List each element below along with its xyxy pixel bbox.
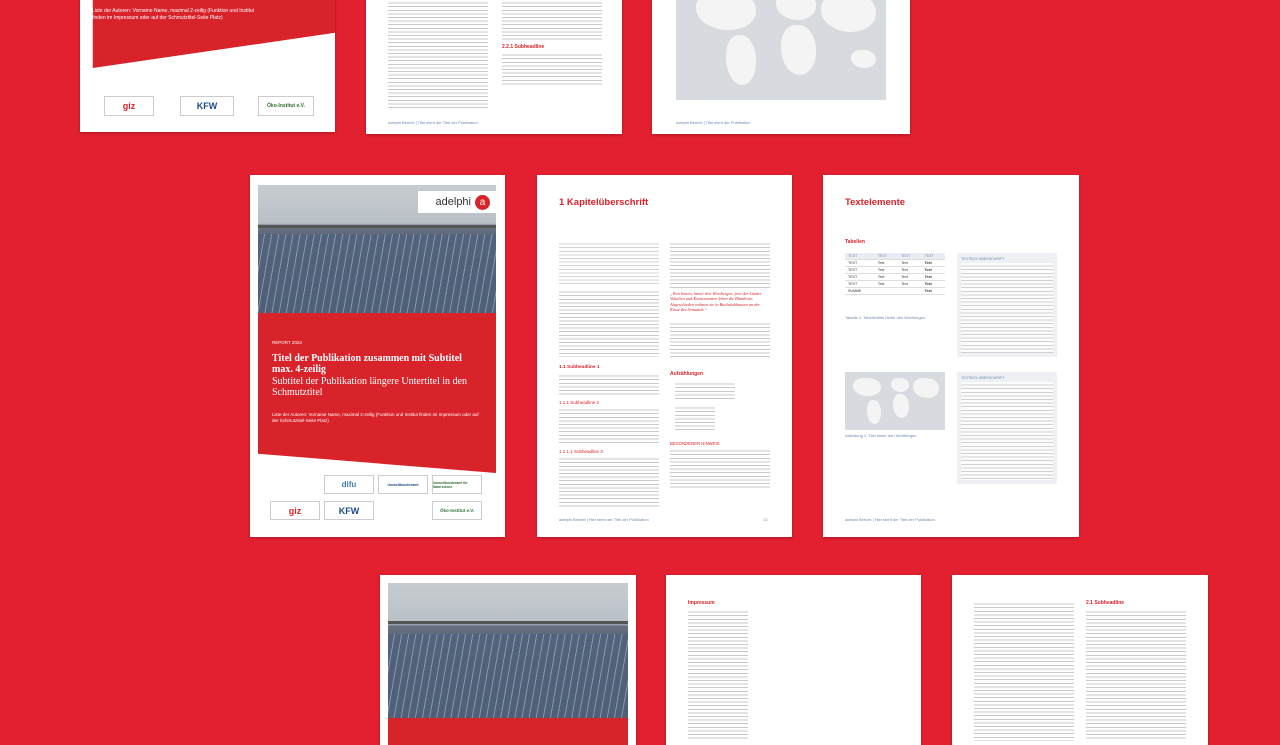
difu-logo: difu — [324, 475, 374, 494]
page-footer: adelphi Bericht | Titel steht der Titel der Publikation — [388, 120, 478, 125]
hint-text — [670, 448, 770, 488]
page-number: 13 — [763, 517, 768, 522]
cover-title: Titel der Publikation zusammen mit Subtitel max. 4-zeilig — [272, 353, 462, 375]
subheadline-1: 1.1 Subheadline 1 — [559, 365, 600, 370]
top-right-page — [652, 0, 910, 134]
right-text-2 — [670, 321, 770, 357]
report-label: REPORT 2023 — [272, 340, 302, 345]
cover-photo — [388, 583, 628, 718]
authors-text: Liste der Autoren: Vorname Name, maximal 2-zeilig (Funktion und Institut finden im Impressum oder auf der Schmutztitel-Seite Platz) — [92, 8, 255, 21]
uba-logo: Umweltbundesamt — [378, 475, 428, 494]
cover-page — [250, 175, 505, 537]
page-footer: adelphi Bericht | Titel steht der Publikation — [676, 120, 751, 125]
pull-quote: „Weit hinten, hinter den Wortbergen, fern der Länder Vokalien und Konsonantien leben die Blindtexte. Abgeschieden wohnen sie in Buchstabhausen an der Küste des Semantik.“ — [670, 291, 762, 313]
figure-caption: Abbildung 1: Titel hinter den Wortbergen — [845, 433, 917, 438]
oeko-institut-logo: Öko-Institut e.V. — [258, 96, 314, 116]
page-footer: adelphi Bericht | Hier steht der Titel der Publikation — [559, 517, 649, 522]
page-title: Textelemente — [845, 197, 906, 208]
text-column-right — [502, 0, 602, 40]
subheadline: 2.1 Subheadline — [1086, 600, 1125, 606]
subheadline-3: 1.1.1.1 Subheadline 3 — [559, 449, 603, 454]
intro-text — [559, 241, 659, 285]
bullet-list — [675, 381, 735, 399]
table-row: SUMME Text — [845, 288, 945, 295]
subheadline-2: 1.1.1 Subheadline 2 — [559, 400, 600, 405]
world-map — [845, 372, 945, 430]
textbox-1 — [957, 253, 1057, 357]
tables-label: Tabellen — [845, 239, 865, 245]
top-middle-page — [366, 0, 622, 134]
brand-logo: adelphi a — [418, 191, 496, 213]
cover-authors: Liste der Autoren: Vorname Name, maximal 2-zeilig (Funktion und Institut finden im Impressum oder auf der Schmutztitel-Seite Platz) — [272, 412, 479, 423]
body-text-3 — [559, 407, 659, 445]
kfw-logo: KFW — [180, 96, 234, 116]
table-row: TEXT Text Text Text — [845, 274, 945, 281]
table-row: TEXT Text Text Text — [845, 281, 945, 288]
numbered-list — [675, 405, 715, 433]
chapter-page — [537, 175, 792, 537]
hint-label: BESONDERER HINWEIS — [670, 441, 720, 446]
page-footer: adelphi Bericht | Hier steht der Titel der Publikation — [845, 517, 935, 522]
textbox-label: TEXTBOX ÜBERSCHRIFT — [961, 376, 1005, 380]
body-text-4 — [559, 456, 659, 508]
text-column-left — [974, 601, 1074, 741]
giz-logo: giz — [104, 96, 154, 116]
list-title: Aufzählungen — [670, 371, 704, 377]
bfn-logo: Umweltbundesamt für Naturschutz — [432, 475, 482, 494]
table-row: TEXT Text Text Text — [845, 267, 945, 274]
oeko-institut-logo: Öko-Institut e.V. — [432, 501, 482, 520]
kfw-logo: KFW — [324, 501, 374, 520]
sample-table — [845, 253, 945, 295]
giz-logo: giz — [270, 501, 320, 520]
cover-subtitle: Subtitel der Publikation längere Untertitel in den Schmutztitel — [272, 376, 467, 398]
table-header-row: TEXT TEXT TEXT TEXT — [845, 253, 945, 260]
impressum-title: Impressum — [688, 600, 715, 606]
chapter-title: 1 Kapitelüberschrift — [559, 197, 649, 208]
right-text-1 — [670, 241, 770, 289]
textbox-label: TEXTBOX ÜBERSCHRIFT — [961, 257, 1005, 261]
world-map — [676, 0, 886, 100]
top-left-page — [80, 0, 335, 132]
textbox-2 — [957, 372, 1057, 484]
text-column-left — [388, 0, 488, 110]
brand-mark-icon: a — [475, 195, 490, 210]
text-column-right — [1086, 609, 1186, 741]
body-text-2 — [559, 373, 659, 395]
cover-red-strip — [388, 718, 628, 745]
table-row: TEXT Text Text Text — [845, 260, 945, 267]
table-caption: Tabelle 1: Tabellentitel hinter den Wortbergen — [845, 315, 926, 320]
textelemente-page — [823, 175, 1079, 537]
body-text-1 — [559, 289, 659, 357]
subheadline: 2.2.1 Subheadline — [502, 44, 545, 50]
text-column-right-2 — [502, 52, 602, 86]
